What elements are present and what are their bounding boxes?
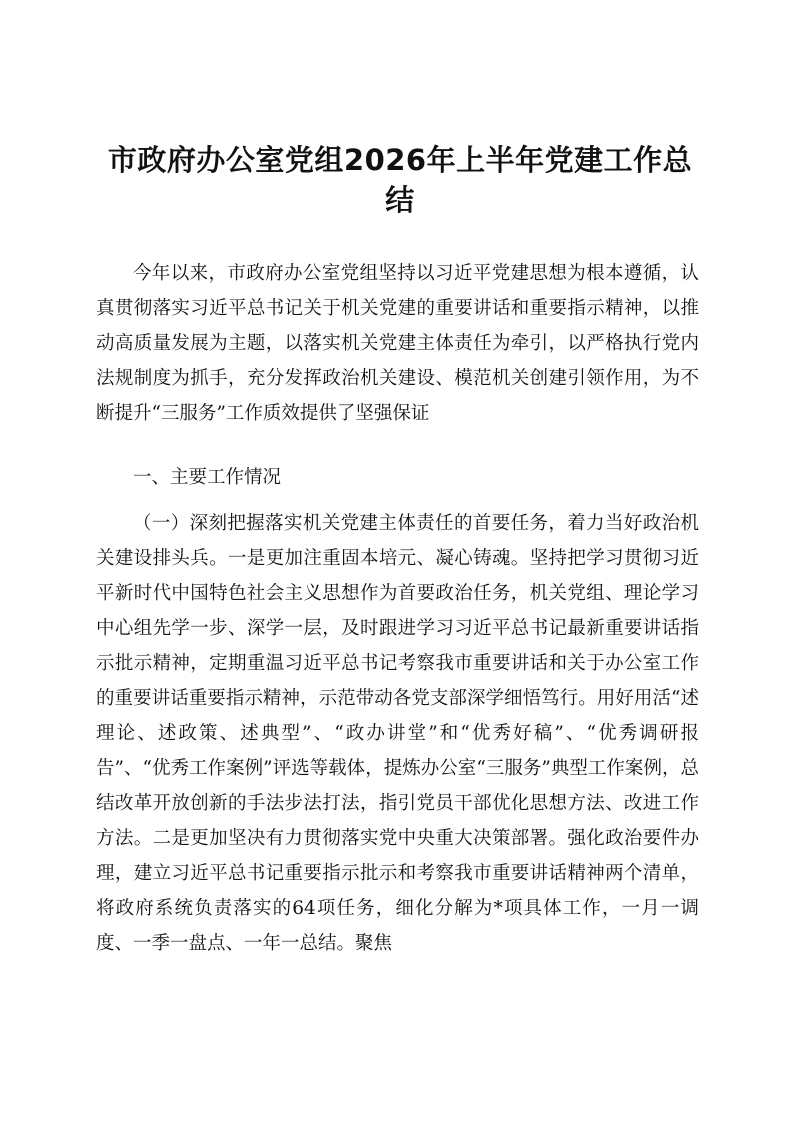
document-title: 市政府办公室党组2026年上半年党建工作总结 <box>107 143 693 217</box>
section-heading: 一、主要工作情况 <box>133 467 282 488</box>
section-paragraph: （一）深刻把握落实机关党建主体责任的首要任务，着力当好政治机关建设排头兵。一是更加注重固本培元、凝心铸魂。坚持把学习贯彻习近平新时代中国特色社会主义思想作为首要政治任务，机关党组、理论学习中心组先学一步、深学一层，及时跟进学习习近平总书记最新重要讲话指示批示精神，定期重温习近平总书记考察我市重要讲话和关于办公室工作的重要讲话重要指示精神，示范带动各党支部深学细悟笃行。用好用活“述理论、述政策、述典型”、“政办讲堂”和“优秀好稿”、“优秀调研报告”、“优秀工作案例”评选等载体，提炼办公室“三服务”典型工作案例，总结改革开放创新的手法步法打法，指引党员干部优化思想方法、改进工作方法。二是更加坚决有力贯彻落实党中央重大决策部署。强化政治要件办理，建立习近平总书记重要指示批示和考察我市重要讲话精神两个清单，将政府系统负责落实的64项任务，细化分解为*项具体工作，一月一调度、一季一盘点、一年一总结。聚焦 <box>96 513 699 954</box>
intro-paragraph: 今年以来，市政府办公室党组坚持以习近平党建思想为根本遵循，认真贯彻落实习近平总书记关于机关党建的重要讲话和重要指示精神，以推动高质量发展为主题，以落实机关党建主体责任为牵引，以严格执行党内法规制度为抓手，充分发挥政治机关建设、模范机关创建引领作用，为不断提升“三服务”工作质效提供了坚强保证 <box>96 263 699 424</box>
